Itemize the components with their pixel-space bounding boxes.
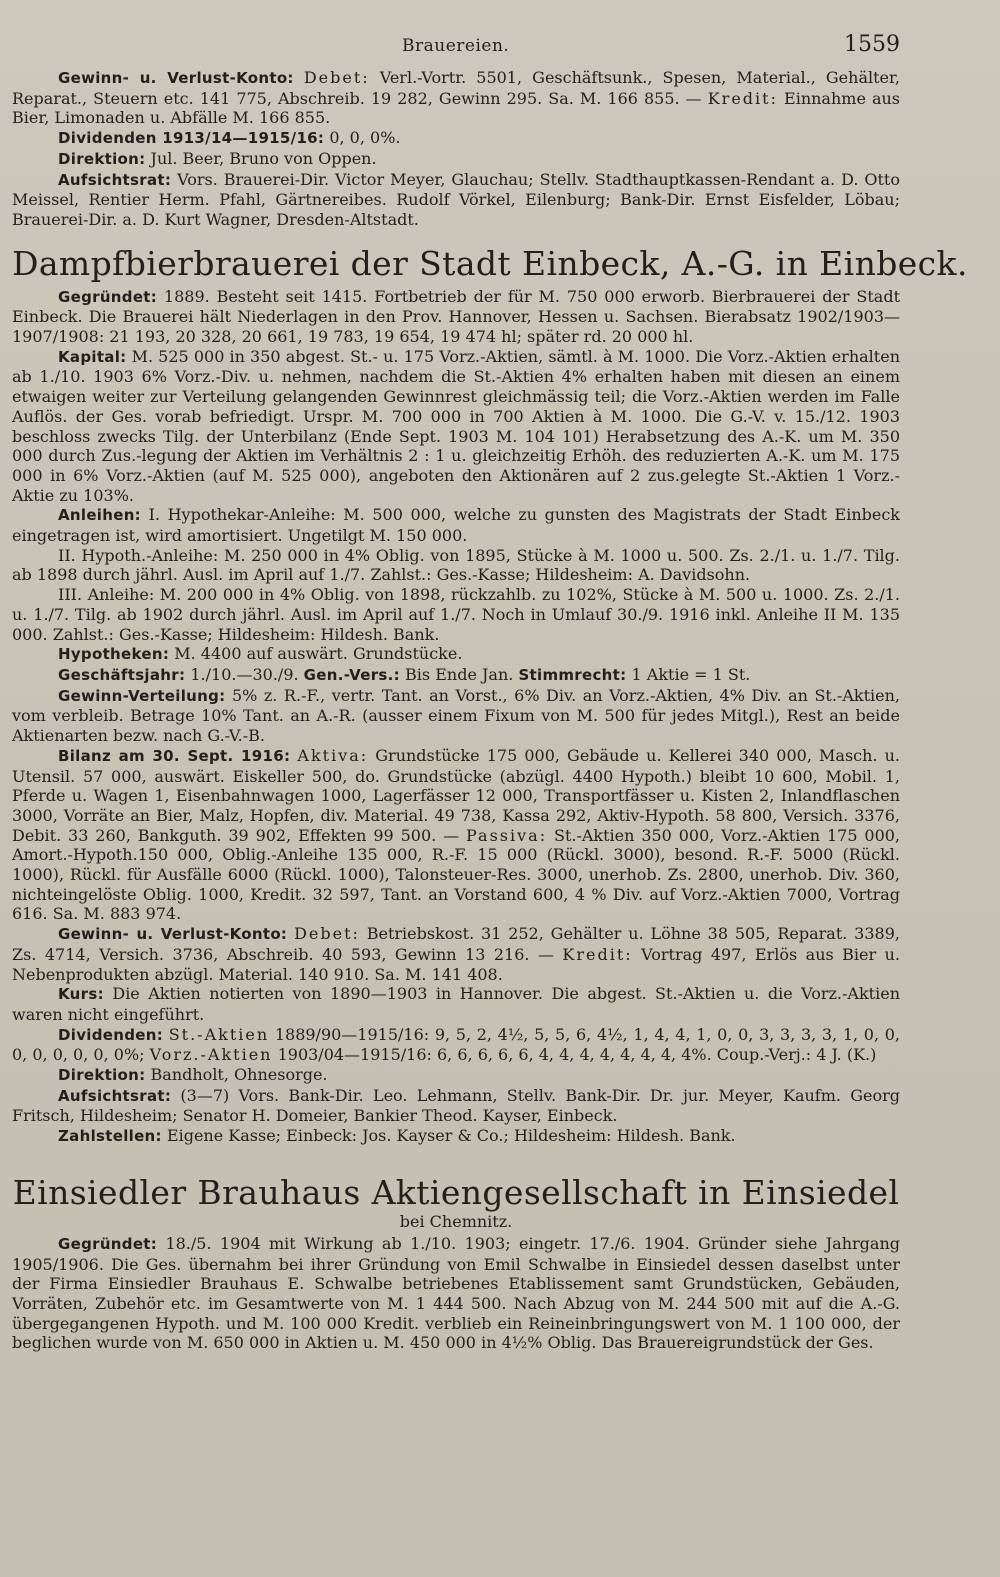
dividends-paragraph-einbeck: Dividenden: St.-Aktien 1889/90—1915/16: 9, 5, 2, 4½, 5, 5, 6, 4½, 1, 4, 4, 1, 0, 0, 3, 3, 3, 3, 1, 0, 0, 0, 0, 0, 0, 0, 0%; Vorz.-Aktien 1903/04—1915/16: 6, 6, 6, 6, 6, 4, 4, 4, 4, 4, 4, 4, 4%. Coup.-Verj.: 4 J. (K.) — [12, 1024, 900, 1065]
capital-paragraph: Kapital: M. 525 000 in 350 abgest. St.- u. 175 Vorz.-Aktien, sämtl. à M. 1000. Die Vorz.-Aktien erhalten ab 1./10. 1903 6% Vorz.-Div. u. nehmen, nachdem die St.-Aktien 4% erhalten haben mit diesen an einem etwaigen weiter zur Verteilung gelangenden Gewinnrest gleichmässig teil; die Vorz.-Aktien werden im Falle Auflös. der Ges. vorab befriedigt. Urspr. M. 700 000 in 700 Aktien à M. 1000. Die G.-V. v. 15./12. 1903 beschloss zwecks Tilg. der Unterbilanz (Ende Sept. 1903 M. 104 101) Herabsetzung des A.-K. um M. 350 000 durch Zus.-legung der Aktien im Verhältnis 2 : 1 u. gleichzeitig Erhöh. des reduzierten A.-K. um M. 175 000 in 6% Vorz.-Aktien (auf M. 525 000), angeboten den Aktionären auf 2 zus.gelegte St.-Aktien 1 Vorz.-Aktie zu 103%. — [12, 346, 900, 505]
loan-2-paragraph: II. Hypoth.-Anleihe: M. 250 000 in 4% Oblig. von 1895, Stücke à M. 1000 u. 500. Zs. 2./1. u. 1./7. Tilg. ab 1898 durch jährl. Ausl. im April auf 1./7. Zahlst.: Ges.-Kasse; Hildesheim: A. Davidsohn. — [12, 545, 900, 585]
profit-distribution-paragraph: Gewinn-Verteilung: 5% z. R.-F., vertr. Tant. an Vorst., 6% Div. an Vorz.-Aktien, 4% Div. an St.-Aktien, vom verbleib. Betrage 10% Tant. an A.-R. (ausser einem Fixum von M. 500 für jedes Mitgl.), Rest an beide Aktienarten bezw. nach G.-V.-B. — [12, 685, 900, 746]
company-subheading: bei Chemnitz. — [399, 1211, 513, 1231]
founded-paragraph: Gegründet: 1889. Besteht seit 1415. Fortbetrieb der für M. 750 000 erworb. Bierbrauerei der Stadt Einbeck. Die Brauerei hält Niederlagen in den Prov. Hannover, Hessen u. Sachsen. Bierabsatz 1902/1903—1907/1908: 21 193, 20 328, 20 661, 19 783, 19 654, 19 474 hl; später rd. 20 000 hl. — [12, 286, 901, 347]
entry-previous-continued — [12, 68, 900, 230]
supervisory-board-paragraph: Aufsichtsrat: Vors. Brauerei-Dir. Victor Meyer, Glauchau; Stellv. Stadthauptkassen-Rendant a. D. Otto Meissel, Rentier Herm. Pfahl, Gärtnereibes. Rudolf Vörkel, Eilenburg; Bank-Dir. Ernst Eisfelder, Löbau; Brauerei-Dir. a. D. Kurt Wagner, Dresden-Altstadt. — [12, 169, 900, 229]
paying-agents-paragraph: Zahlstellen: Eigene Kasse; Einbeck: Jos. Kayser & Co.; Hildesheim: Hildesh. Bank. — [58, 1126, 736, 1146]
label-profit-loss: Gewinn- u. Verlust-Konto: — [58, 69, 294, 87]
loans-paragraph: Anleihen: I. Hypothekar-Anleihe: M. 500 000, welche zu gunsten des Magistrats der Stadt Einbeck eingetragen ist, wird amortisiert. Ungetilgt M. 150 000. — [12, 505, 900, 546]
profit-loss-paragraph: Gewinn- u. Verlust-Konto: Debet: Verl.-Vortr. 5501, Geschäftsunk., Spesen, Material., Gehälter, Reparat., Steuern etc. 141 775, Abschreib. 19 282, Gewinn 295. Sa. M. 166 855. — Kredit: Einnahme aus Bier, Limonaden u. Abfälle M. 166 855. — [12, 68, 900, 128]
entry-einbeck — [12, 243, 968, 1147]
loan-3-paragraph: III. Anleihe: M. 200 000 in 4% Oblig. von 1898, rückzahlb. zu 102%, Stücke à M. 500 u. 1000. Zs. 2./1. u. 1./7. Tilg. ab 1902 durch jährl. Ausl. im April auf 1./7. Noch in Umlauf 30./9. 1916 inkl. Anleihe II M. 135 000. Zahlst.: Ges.-Kasse; Hildesheim: Hildesh. Bank. — [12, 585, 900, 644]
entry-einsiedel — [12, 1173, 900, 1353]
mortgages-paragraph: Hypotheken: M. 4400 auf auswärt. Grundstücke. — [58, 644, 463, 664]
direction-paragraph-einbeck: Direktion: Bandholt, Ohnesorge. — [58, 1065, 328, 1085]
price-paragraph: Kurs: Die Aktien notierten von 1890—1903 in Hannover. Die abgest. St.-Aktien u. die Vorz.-Aktien waren nicht eingeführt. — [12, 984, 900, 1024]
profit-loss-paragraph-einbeck: Gewinn- u. Verlust-Konto: Debet: Betriebskost. 31 252, Gehälter u. Löhne 38 505, Reparat. 3389, Zs. 4714, Versich. 3736, Abschreib. 40 593, Gewinn 13 216. — Kredit: Vortrag 497, Erlös aus Bier u. Nebenprodukten abzügl. Material. 140 910. Sa. M. 141 408. — [12, 924, 901, 984]
page-number: 1559 — [844, 32, 900, 57]
founded-paragraph-einsiedel: Gegründet: 18./5. 1904 mit Wirkung ab 1./10. 1903; eingetr. 17./6. 1904. Gründer siehe Jahrgang 1905/1906. Die Ges. übernahm bei ihrer Gründung von Emil Schwalbe in Einsiedel dessen daselbst unter der Firma Einsiedler Brauhaus E. Schwalbe betriebenes Etablissement samt Grundstücken, Gebäuden, Vorräten, Zubehör etc. im Gesamtwerte von M. 1 444 500. Nach Abzug von M. 244 500 mit auf die A.-G. übergegangenen Hypoth. und M. 100 000 Kredit. verblieb ein Reineinbringungswert von M. 1 100 000, der beglichen wurde von M. 650 000 in Aktien u. M. 450 000 in 4½% Oblig. Das Brauereigrundstück der Ges. — [12, 1233, 900, 1353]
company-heading-einsiedel: Einsiedler Brauhaus Aktiengesellschaft in Einsiedel — [12, 1172, 900, 1212]
fiscal-year-paragraph: Geschäftsjahr: 1./10.—30./9. Gen.-Vers.: Bis Ende Jan. Stimmrecht: 1 Aktie = 1 St. — [58, 664, 751, 684]
running-title: Brauereien. — [402, 36, 510, 56]
page-header — [12, 34, 900, 68]
company-heading-einbeck: Dampfbierbrauerei der Stadt Einbeck, A.-G. in Einbeck. — [12, 243, 968, 283]
balance-sheet-paragraph: Bilanz am 30. Sept. 1916: Aktiva: Grundstücke 175 000, Gebäude u. Kellerei 340 000, Masch. u. Utensil. 57 000, auswärt. Eiskeller 500, do. Grundstücke (abzügl. 4400 Hypoth.) bleibt 10 600, Mobil. 1, Pferde u. Wagen 1, Eisenbahnwagen 1000, Lagerfässer 12 000, Transportfässer u. Kisten 2, Inlandflaschen 3000, Vorräte an Bier, Malz, Hopfen, div. Material. 49 738, Kassa 292, Aktiv-Hypoth. 58 800, Versich. 3376, Debit. 33 260, Bankguth. 39 902, Effekten 99 500. — Passiva: St.-Aktien 350 000, Vorz.-Aktien 175 000, Amort.-Hypoth.150 000, Oblig.-Anleihe 135 000, R.-F. 15 000 (Rückl. 3000), besond. R.-F. 5000 (Rückl. 1000), Rückl. für Ausfälle 6000 (Rückl. 1000), Talonsteuer-Res. 3000, unerhob. Zs. 2800, unerhob. Div. 360, nichteingelöste Oblig. 1000, Kredit. 32 597, Tant. an Vorstand 600, 4 % Div. auf Vorz.-Aktien 7000, Vortrag 616. Sa. M. 883 974. — [12, 745, 901, 924]
direction-paragraph: Direktion: Jul. Beer, Bruno von Oppen. — [58, 148, 377, 168]
dividends-paragraph: Dividenden 1913/14—1915/16: 0, 0, 0%. — [58, 128, 401, 148]
supervisory-board-paragraph-einbeck: Aufsichtsrat: (3—7) Vors. Bank-Dir. Leo. Lehmann, Stellv. Bank-Dir. Dr. jur. Meyer, Kaufm. Georg Fritsch, Hildesheim; Senator H. Domeier, Bankier Theod. Kayser, Einbeck. — [12, 1085, 900, 1126]
